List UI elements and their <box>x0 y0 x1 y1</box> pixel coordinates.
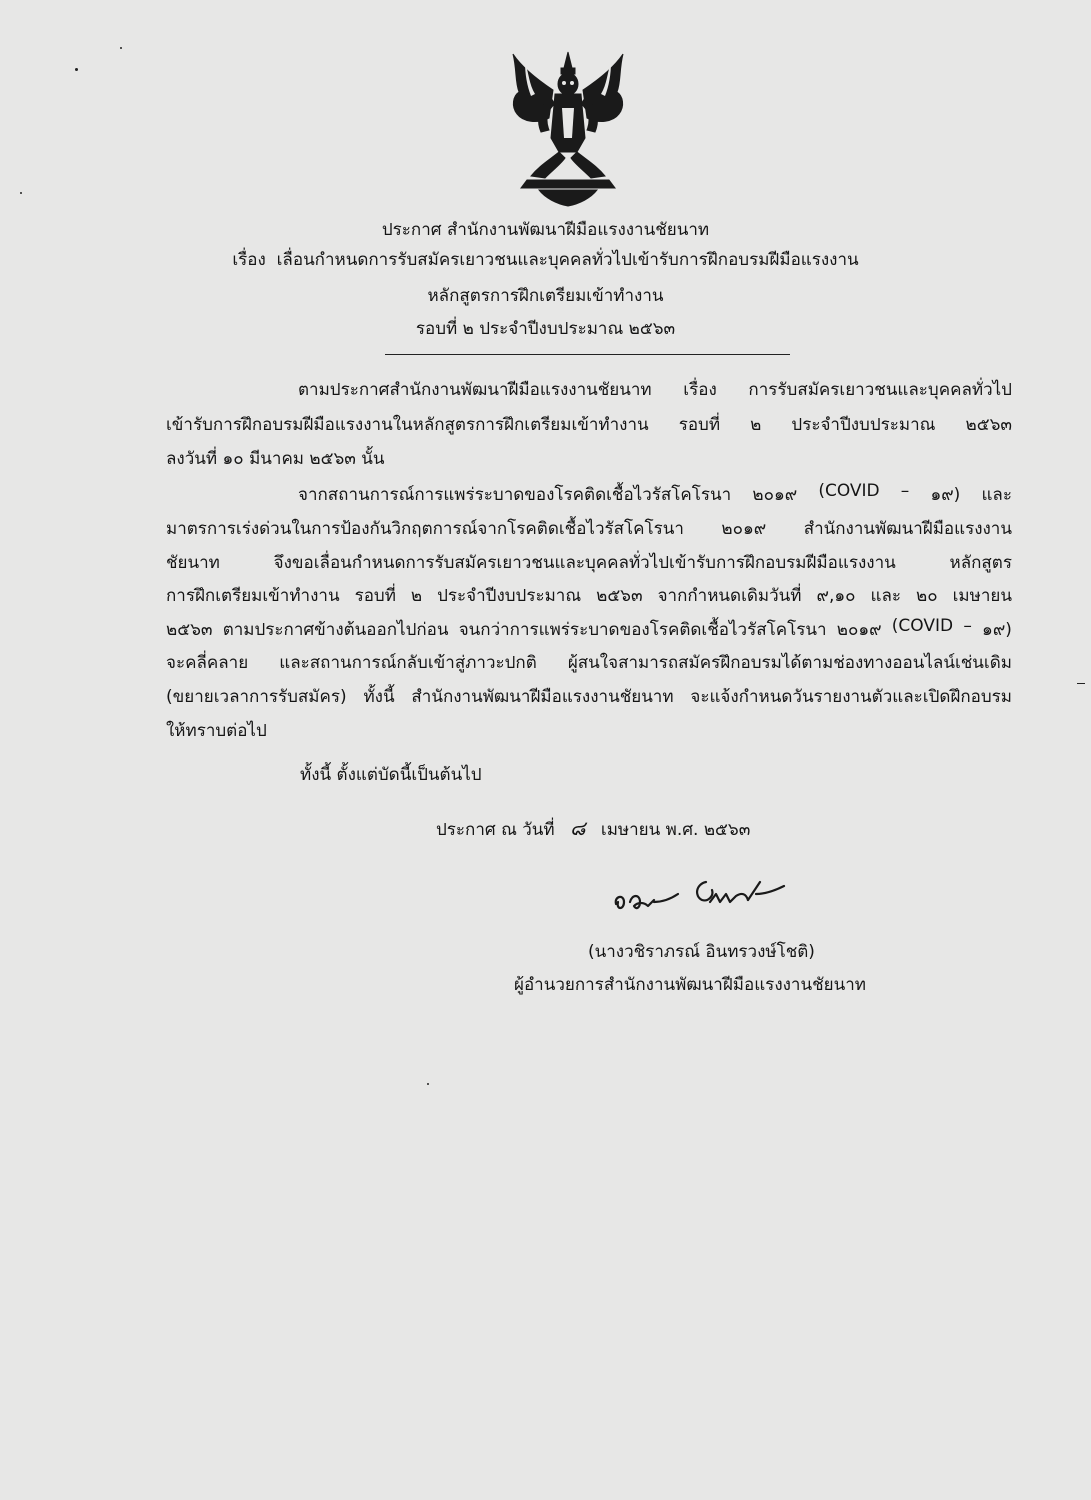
scan-speck <box>120 47 122 49</box>
paragraph2-line: (ขยายเวลาการรับสมัคร) ทั้งนี้ สำนักงานพัฒนาฝีมือแรงงานชัยนาท จะแจ้งกำหนดวันรายงานตัวและเปิดฝึกอบรม <box>166 687 1012 707</box>
paragraph2-line: จะคลี่คลาย และสถานการณ์กลับเข้าสู่ภาวะปกติ ผู้สนใจสามารถสมัครฝึกอบรมได้ตามช่องทางออนไลน์เช่นเดิม <box>166 653 1012 673</box>
subject-label: เรื่อง <box>232 250 266 270</box>
effective-statement: ทั้งนี้ ตั้งแต่บัดนี้เป็นต้นไป <box>300 765 482 785</box>
paragraph2-line: ชัยนาท จึงขอเลื่อนกำหนดการรับสมัครเยาวชนและบุคคลทั่วไปเข้ารับการฝึกอบรมฝีมือแรงงาน หลักสูตร <box>166 553 1012 573</box>
scan-speck <box>20 192 22 194</box>
signatory-name: (นางวชิราภรณ์ อินทรวงษ์โชติ) <box>588 942 815 962</box>
scan-speck <box>1077 683 1085 684</box>
garuda-emblem-icon <box>505 48 631 208</box>
scan-speck <box>75 68 78 71</box>
course-name: หลักสูตรการฝึกเตรียมเข้าทำงาน <box>427 286 664 306</box>
dateline <box>436 812 750 844</box>
signatory-title: ผู้อำนวยการสำนักงานพัฒนาฝีมือแรงงานชัยนาท <box>514 975 866 995</box>
paragraph1-line: เข้ารับการฝึกอบรมฝีมือแรงงานในหลักสูตรการฝึกเตรียมเข้าทำงาน รอบที่ ๒ ประจำปีงบประมาณ ๒๕๖๓ <box>166 415 1012 435</box>
subject-text: เลื่อนกำหนดการรับสมัครเยาวชนและบุคคลทั่วไปเข้ารับการฝึกอบรมฝีมือแรงงาน <box>276 250 859 270</box>
dateline-prefix: ประกาศ ณ วันที่ <box>436 820 555 840</box>
paragraph2-line: ๒๕๖๓ ตามประกาศข้างต้นออกไปก่อน จนกว่าการแพร่ระบาดของโรคติดเชื้อไวรัสโคโรนา ๒๐๑๙ (COVID – ๑๙) <box>166 616 1012 640</box>
divider <box>385 354 790 355</box>
paragraph2-line: จากสถานการณ์การแพร่ระบาดของโรคติดเชื้อไวรัสโคโรนา ๒๐๑๙ (COVID – ๑๙) และ <box>298 481 1012 505</box>
subject-line <box>0 246 1091 273</box>
round-fiscal-year: รอบที่ ๒ ประจำปีงบประมาณ ๒๕๖๓ <box>415 319 676 339</box>
paragraph1-line: ตามประกาศสำนักงานพัฒนาฝีมือแรงงานชัยนาท เรื่อง การรับสมัครเยาวชนและบุคคลทั่วไป <box>298 380 1012 400</box>
paragraph2-line: ให้ทราบต่อไป <box>166 721 267 741</box>
paragraph2-line: มาตรการเร่งด่วนในการป้องกันวิกฤตการณ์จากโรคติดเชื้อไวรัสโคโรนา ๒๐๑๙ สำนักงานพัฒนาฝีมือแรงงาน <box>166 519 1012 539</box>
dateline-month-year: เมษายน พ.ศ. ๒๕๖๓ <box>600 820 751 840</box>
paragraph2-line: การฝึกเตรียมเข้าทำงาน รอบที่ ๒ ประจำปีงบประมาณ ๒๕๖๓ จากกำหนดเดิมวันที่ ๙,๑๐ และ ๒๐ เมษายน <box>166 586 1012 606</box>
paragraph1-line: ลงวันที่ ๑๐ มีนาคม ๒๕๖๓ นั้น <box>166 449 385 469</box>
signature-icon <box>610 872 790 922</box>
scan-speck <box>427 1083 429 1085</box>
dateline-day: ๘ <box>570 816 586 840</box>
announcement-title: ประกาศ สำนักงานพัฒนาฝีมือแรงงานชัยนาท <box>381 220 710 240</box>
